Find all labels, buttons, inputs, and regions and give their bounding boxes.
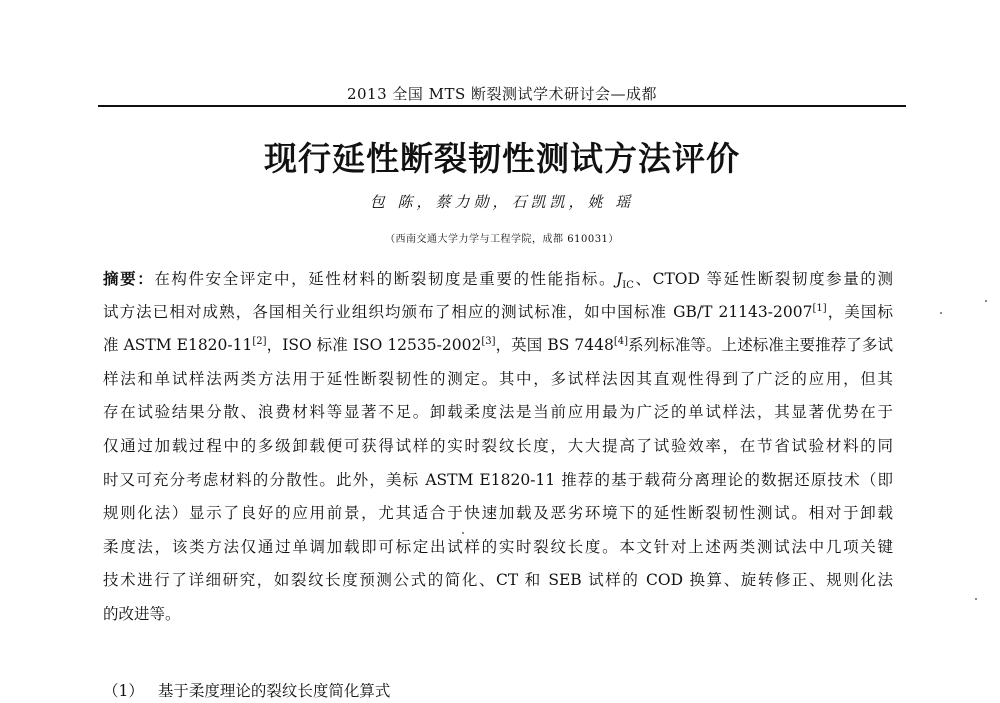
abstract-line bbox=[103, 329, 893, 363]
abstract-text: 、CTOD 等延性断裂韧度参量的测 bbox=[633, 270, 893, 288]
abstract bbox=[103, 262, 893, 632]
affiliation: （西南交通大学力学与工程学院，成都 610031） bbox=[385, 234, 619, 245]
scan-speck bbox=[462, 532, 464, 534]
abstract-line: 技术进行了详细研究，如裂纹长度预测公式的简化、CT 和 SEB 试样的 COD 换算、旋转修正、规则化法 bbox=[103, 571, 893, 590]
abstract-label: 摘要： bbox=[103, 269, 155, 288]
citation-ref: [4] bbox=[613, 336, 628, 348]
abstract-text: 在构件安全评定中，延性材料的断裂韧度是重要的性能指标。 bbox=[154, 270, 617, 288]
abstract-text: 系列标准等。上述标准主要推荐了多试 bbox=[628, 336, 893, 355]
scan-speck bbox=[985, 300, 987, 302]
citation-ref: [3] bbox=[481, 336, 496, 348]
j-subscript: IC bbox=[622, 280, 634, 292]
abstract-line: 时又可充分考虑材料的分散性。此外，美标 ASTM E1820-11 推荐的基于载荷分离理论的数据还原技术（即 bbox=[103, 470, 893, 489]
abstract-text: ，美国标 bbox=[826, 302, 893, 321]
abstract-line: 的改进等。 bbox=[103, 604, 181, 623]
abstract-line: 仅通过加载过程中的多级卸载便可获得试样的实时裂纹长度，大大提高了试验效率，在节省试验材料的同 bbox=[103, 436, 893, 455]
citation-ref: [1] bbox=[812, 302, 827, 314]
abstract-line: 样法和单试样法两类方法用于延性断裂韧性的测定。其中，多试样法因其直观性得到了广泛的应用，但其 bbox=[103, 369, 893, 388]
abstract-text: 准 ASTM E1820-11 bbox=[103, 336, 253, 355]
section-number: （1） bbox=[103, 682, 144, 700]
author-list: 包 陈，蔡力勋，石凯凯，姚 瑶 bbox=[369, 193, 635, 211]
section-heading bbox=[103, 679, 390, 701]
scan-speck bbox=[975, 598, 977, 600]
abstract-line bbox=[103, 296, 893, 330]
header-rule bbox=[98, 105, 906, 107]
section-title: 基于柔度理论的裂纹长度简化算式 bbox=[157, 682, 391, 700]
abstract-text: 试方法已相对成熟，各国相关行业组织均颁布了相应的测试标准，如中国标准 GB/T 21143-2007 bbox=[103, 302, 813, 321]
j-symbol: J bbox=[616, 270, 623, 288]
scan-speck bbox=[940, 312, 942, 314]
citation-ref: [2] bbox=[252, 336, 267, 348]
abstract-text: ，ISO 标准 ISO 12535-2002 bbox=[266, 336, 482, 355]
running-header: 2013 全国 MTS 断裂测试学术研讨会—成都 bbox=[346, 85, 658, 103]
abstract-line: 存在试验结果分散、浪费材料等显著不足。卸载柔度法是当前应用最为广泛的单试样法，其显著优势在于 bbox=[103, 403, 893, 422]
abstract-line: 规则化法）显示了良好的应用前景，尤其适合于快速加载及恶劣环境下的延性断裂韧性测试。相对于卸载 bbox=[103, 504, 893, 523]
abstract-line bbox=[103, 262, 893, 296]
abstract-line: 柔度法，该类方法仅通过单调加载即可标定出试样的实时裂纹长度。本文针对上述两类测试法中几项关键 bbox=[103, 537, 893, 556]
abstract-text: ，英国 BS 7448 bbox=[495, 336, 614, 355]
paper-title: 现行延性断裂韧性测试方法评价 bbox=[264, 139, 740, 178]
